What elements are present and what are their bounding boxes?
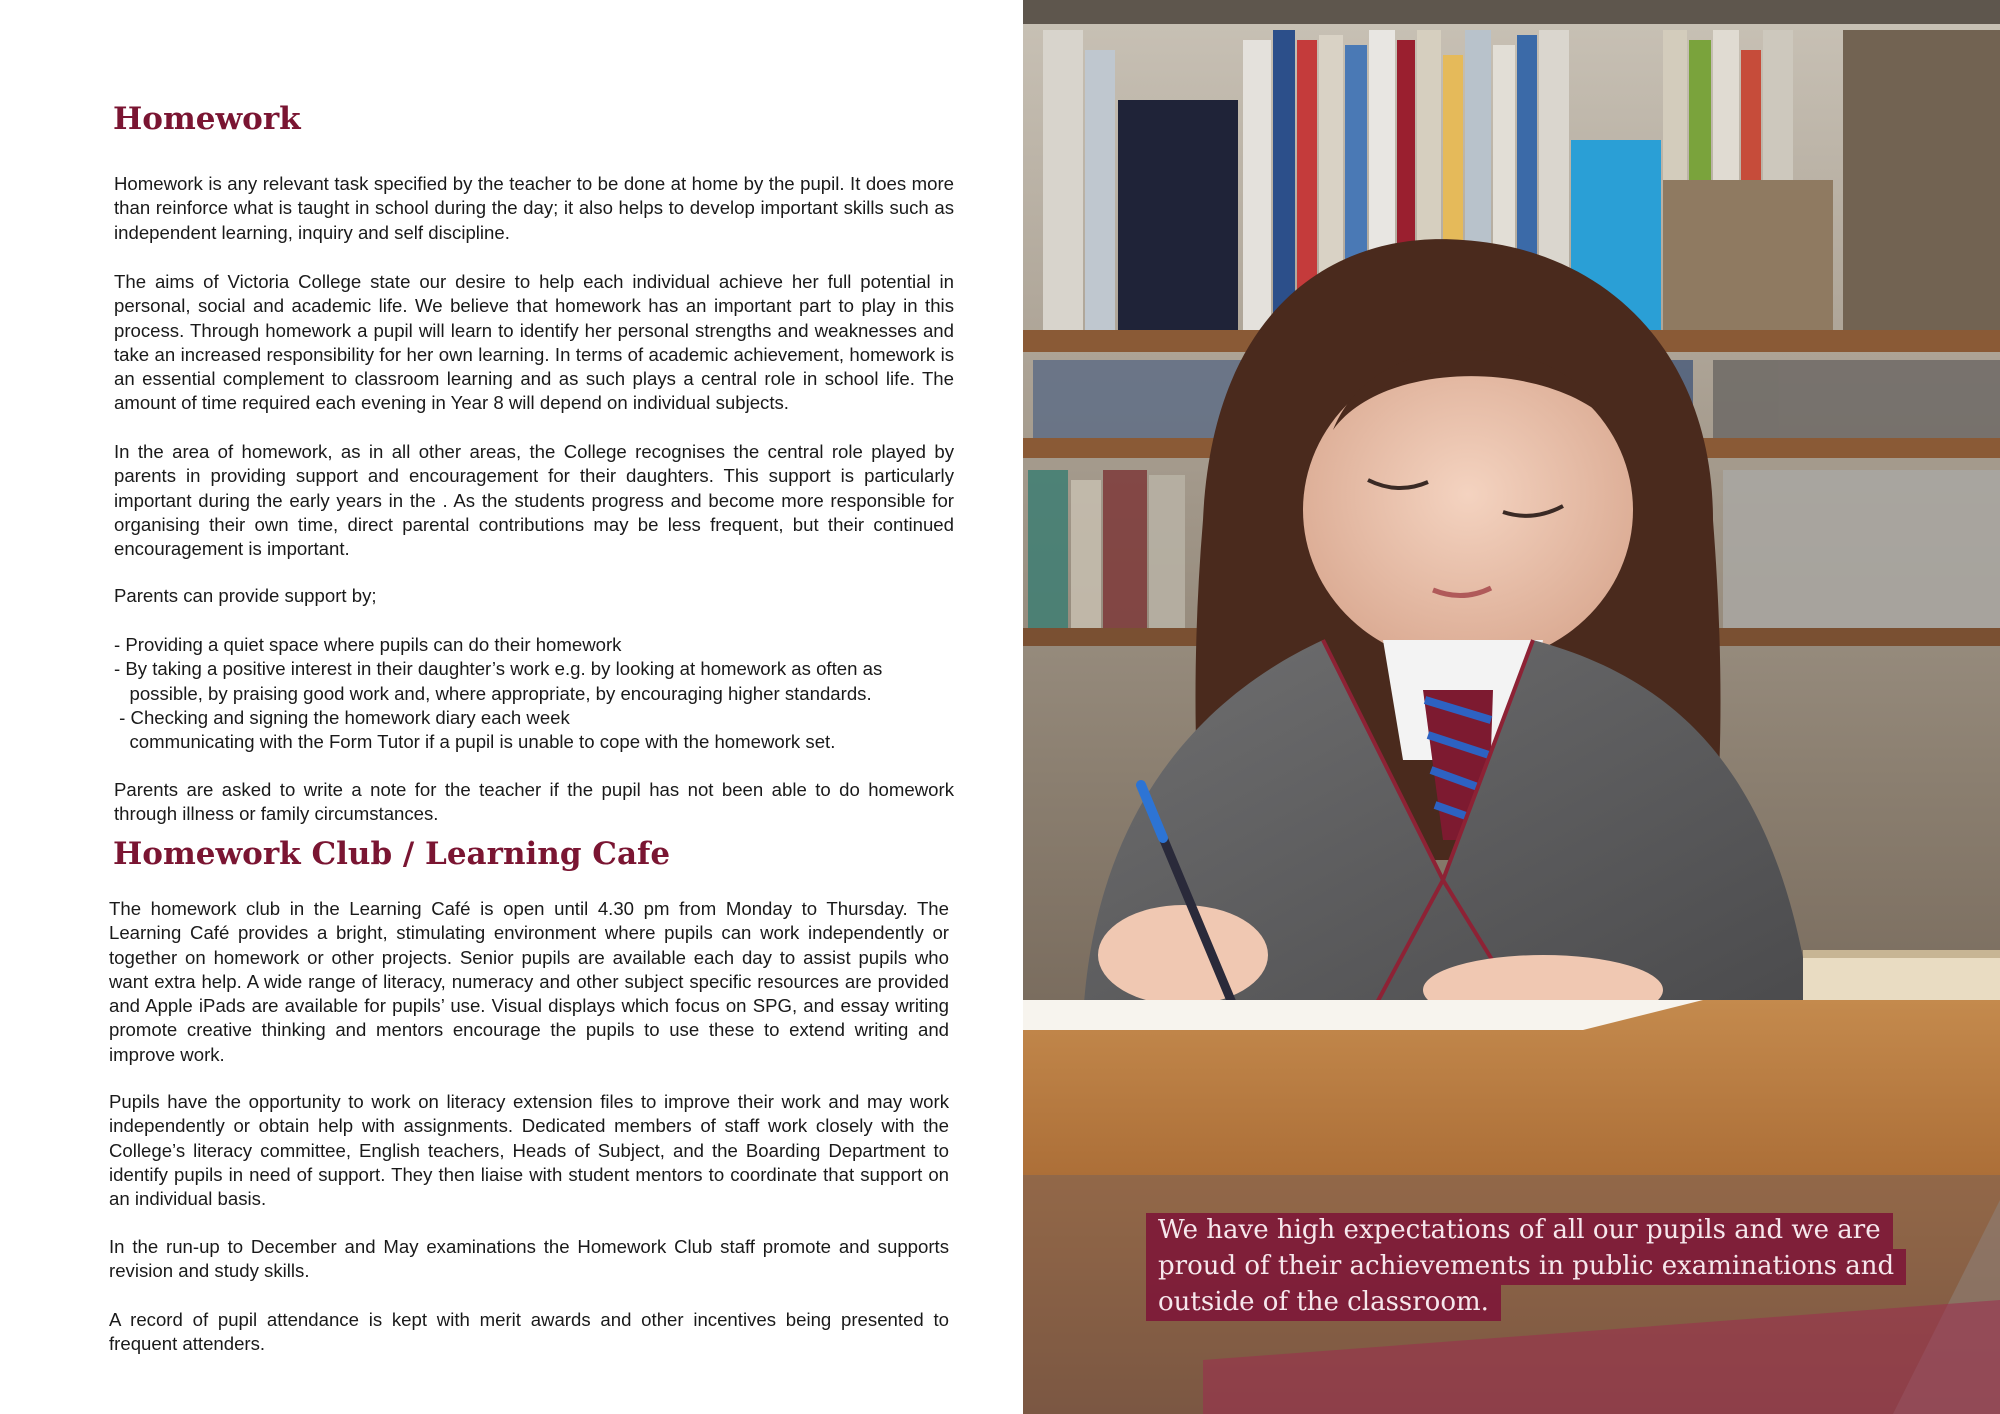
homework-paragraph-2: The aims of Victoria College state our desire to help each individual achieve her full potential in personal, social and academic life. We believe that homework has an important part to play in this process. Through homework a pupil will learn to identify her personal strengths and weaknesses and take an increased responsibility for her own learning. In terms of academic achievement, homework is an essential complement to classroom learning and as such plays a central role in school life. The amount of time required each evening in Year 8 will depend on individual subjects. [114,271,954,414]
club-paragraph-4: A record of pupil attendance is kept with merit awards and other incentives being presented to frequent attenders. [109,1309,949,1355]
list-item: possible, by praising good work and, where appropriate, by encouraging higher standards. [114,682,872,704]
support-list [114,633,974,754]
student-photo [1023,0,2000,1414]
homework-paragraph-3: In the area of homework, as in all other areas, the College recognises the central role played by parents in providing support and encouragement for their daughters. This support is particularly important during the early years in the . As the students progress and become more responsible for organising their own time, direct parental contributions may be less frequent, but their continued encouragement is important. [114,441,954,560]
pull-quote [1146,1212,1956,1320]
pull-quote-text: We have high expectations of all our pupils and we are proud of their achievements in public examinations and outside of the classroom. [1146,1213,1906,1321]
club-paragraph-3: In the run-up to December and May examinations the Homework Club staff promote and supports revision and study skills. [109,1236,949,1282]
homework-club-heading: Homework Club / Learning Cafe [113,836,671,872]
club-paragraph-1: The homework club in the Learning Café is open until 4.30 pm from Monday to Thursday. The Learning Café provides a bright, stimulating environment where pupils can work independently or together on homework or other projects. Senior pupils are available each day to assist pupils who want extra help. A wide range of literacy, numeracy and other subject specific resources are provided and Apple iPads are available for pupils’ use. Visual displays which focus on SPG, and essay writing promote creative thinking and mentors encourage the pupils to use these to extend writing and improve work. [109,898,949,1065]
homework-heading: Homework [113,101,301,137]
list-item: - Providing a quiet space where pupils can do their homework [114,634,622,655]
list-item: communicating with the Form Tutor if a pupil is unable to cope with the homework set. [114,731,836,753]
homework-paragraph-1: Homework is any relevant task specified by the teacher to be done at home by the pupil. It does more than reinforce what is taught in school during the day; it also helps to develop important skills such as independent learning, inquiry and self discipline. [114,173,954,243]
list-item: - Checking and signing the homework diary each week [114,706,570,728]
club-paragraph-2: Pupils have the opportunity to work on literacy extension files to improve their work and may work independently or obtain help with assignments. Dedicated members of staff work closely with the College’s literacy committee, English teachers, Heads of Subject, and the Boarding Department to identify pupils in need of support. They then liaise with student mentors to coordinate that support on an individual basis. [109,1091,949,1210]
homework-paragraph-4: Parents are asked to write a note for the teacher if the pupil has not been able to do homework through illness or family circumstances. [114,779,954,825]
list-item: - By taking a positive interest in their daughter’s work e.g. by looking at homework as often as [114,658,883,680]
support-intro: Parents can provide support by; [114,585,377,606]
library-student-illustration [1023,0,2000,1414]
